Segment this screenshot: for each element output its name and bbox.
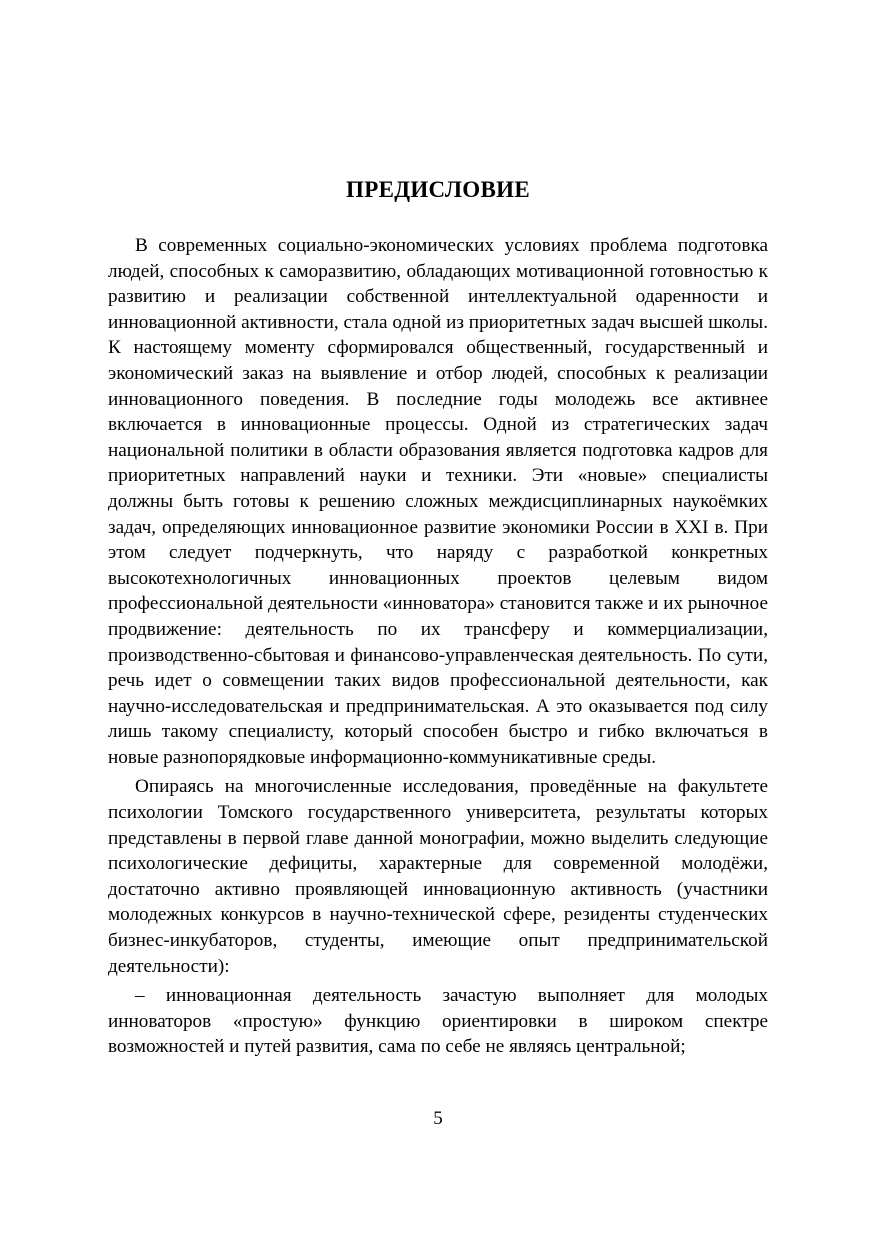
page-title: ПРЕДИСЛОВИЕ bbox=[346, 177, 530, 202]
paragraph-list-item: – инновационная деятельность зачастую выполняет для молодых инноваторов «простую» функцию ориентировки в широком спектре возможностей и путей развития, сама по себе не являясь центральной; bbox=[108, 985, 768, 1058]
page-number: 5 bbox=[433, 1108, 443, 1129]
body-text bbox=[108, 233, 768, 1064]
paragraph-intro: В современных социально-экономических условиях проблема подготовка людей, способных к саморазвитию, обладающих мотивационной готовностью к развитию и реализации собственной интеллектуальной одаренности и инновационной активности, стала одной из приоритетных задач высшей школы. К настоящему моменту сформировался общественный, государственный и экономический заказ на выявление и отбор людей, способных к реализации инновационного поведения. В последние годы молодежь все активнее включается в инновационные процессы. Одной из стратегических задач национальной политики в области образования является подготовка кадров для приоритетных направлений науки и техники. Эти «новые» специалисты должны быть готовы к решению сложных междисциплинарных наукоёмких задач, определяющих инновационное развитие экономики России в XXI в. При этом следует подчеркнуть, что наряду с разработкой конкретных высокотехнологичных инновационных проектов целевым видом профессиональной деятельности «инноватора» становится также и их рыночное продвижение: деятельность по их трансферу и коммерциализации, производственно-сбытовая и финансово-управленческая деятельность. По сути, речь идет о совмещении таких видов профессиональной деятельности, как научно-исследовательская и предпринимательская. А это оказывается под силу лишь такому специалисту, который способен быстро и гибко включаться в новые разнопорядковые информационно-коммуникативные среды. bbox=[108, 235, 768, 768]
paragraph-research: Опираясь на многочисленные исследования, проведённые на факультете психологии Томского государственного университета, результаты которых представлены в первой главе данной монографии, можно выделить следующие психологические дефициты, характерные для современной молодёжи, достаточно активно проявляющей инновационную активность (участники молодежных конкурсов в научно-технической сфере, резиденты студенческих бизнес-инкубаторов, студенты, имеющие опыт предпринимательской деятельности): bbox=[108, 776, 768, 977]
